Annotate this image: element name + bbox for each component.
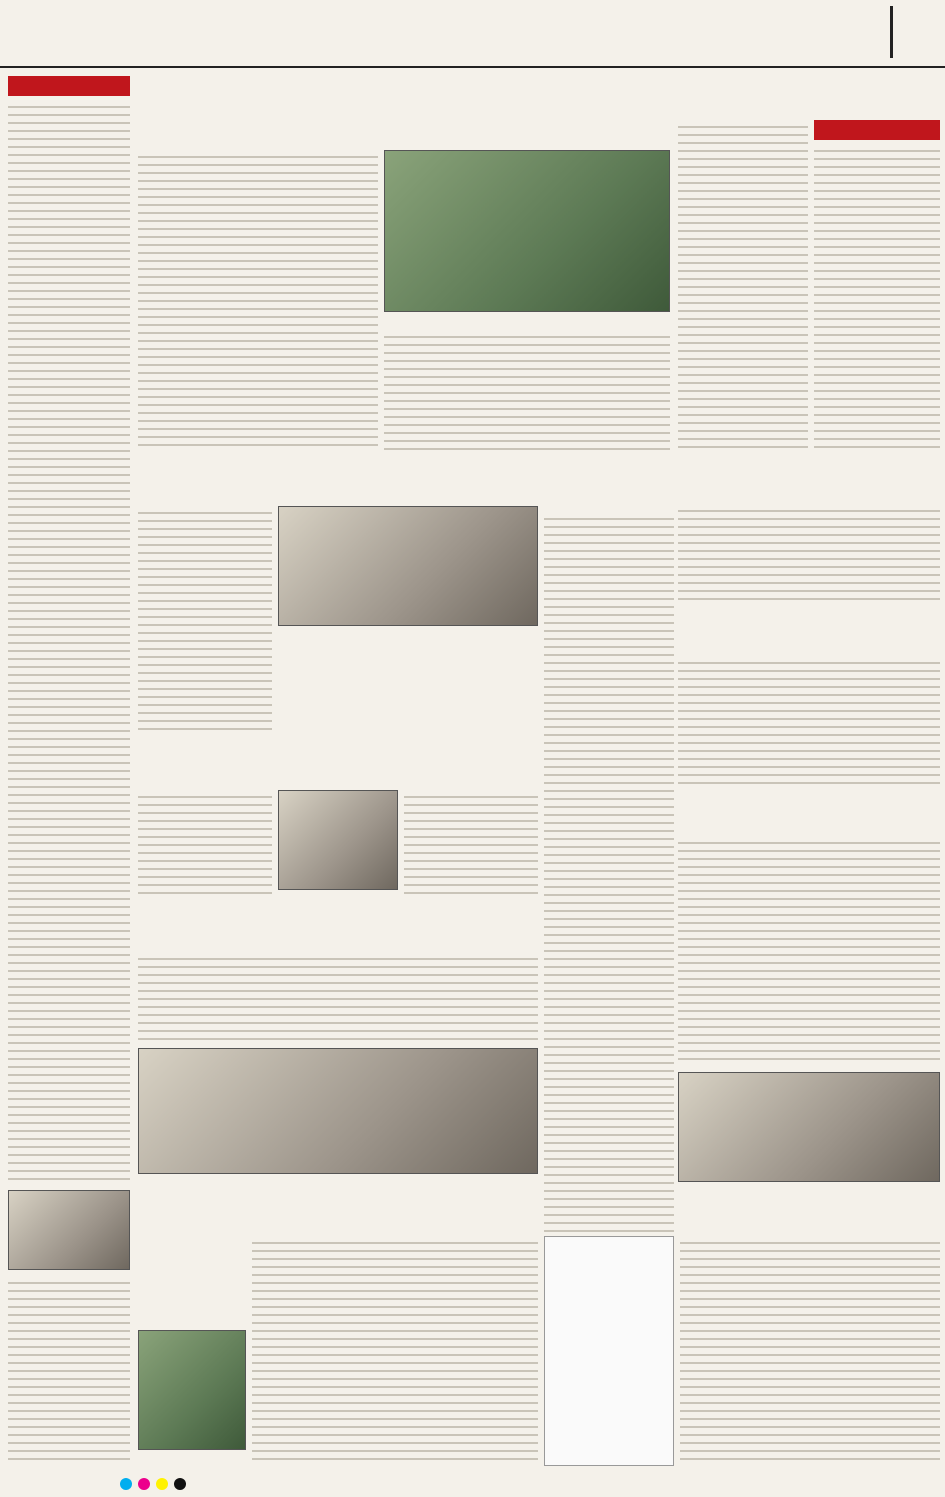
briefs-column (8, 100, 130, 1180)
seizure-photo (138, 1330, 246, 1450)
lead-body (138, 150, 378, 450)
briefs-section-bar (8, 76, 130, 96)
registration-mark-yellow (156, 1478, 168, 1490)
land-body (544, 512, 674, 1262)
land-headline (544, 458, 674, 508)
registration-mark-cyan (120, 1478, 132, 1490)
header-rule (0, 66, 945, 68)
right-briefs-body (814, 144, 940, 450)
registration-mark-magenta (138, 1478, 150, 1490)
right-top-headline (678, 72, 940, 112)
lead-headline (138, 72, 668, 142)
right-top-body (678, 120, 808, 450)
students-body (138, 952, 538, 1042)
tender-headline (544, 1188, 940, 1228)
border-headline (678, 610, 940, 650)
masthead-logo (8, 6, 158, 50)
students-headline (138, 906, 538, 946)
teachers-body (678, 504, 940, 604)
lead-photo (384, 150, 670, 312)
registration-mark-black (174, 1478, 186, 1490)
masthead-date (8, 50, 168, 66)
felicitation-photo (278, 790, 398, 890)
seizure-headline (138, 1188, 538, 1228)
right-briefs-bar (814, 120, 940, 140)
briefs-column-bottom (8, 1276, 130, 1466)
felicitation-body-2 (404, 790, 538, 900)
lead-body-2 (384, 330, 670, 450)
page-section-title (560, 6, 890, 58)
students-photo (138, 1048, 538, 1174)
border-body (678, 656, 940, 786)
meeting-body (138, 506, 272, 736)
seizure-body (252, 1236, 538, 1466)
camp-body (678, 836, 940, 1066)
tender-document-photo (544, 1236, 674, 1466)
teachers-headline (678, 458, 940, 498)
felicitation-body (138, 790, 272, 900)
felicitation-headline (138, 744, 538, 784)
meeting-headline (138, 458, 538, 498)
camp-photo (678, 1072, 940, 1182)
page-number (890, 6, 940, 58)
briefs-photo (8, 1190, 130, 1270)
meeting-photo (278, 506, 538, 626)
tender-body (680, 1236, 940, 1466)
camp-headline (678, 790, 940, 830)
